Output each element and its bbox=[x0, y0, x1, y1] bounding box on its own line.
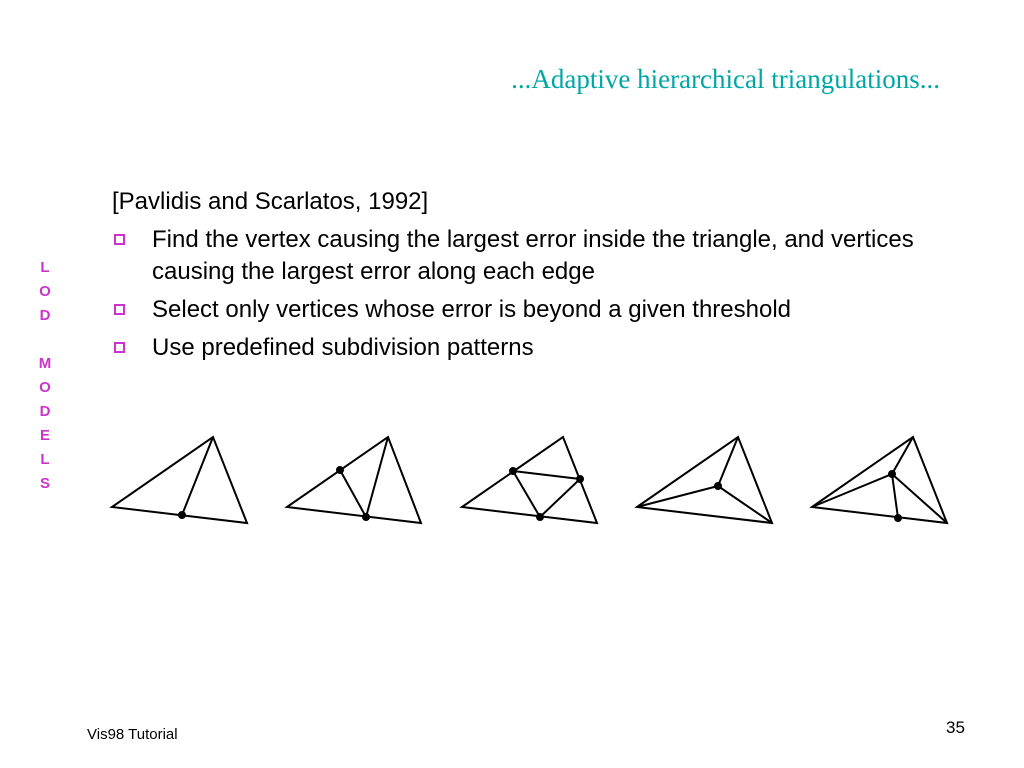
bullet-text: Use predefined subdivision patterns bbox=[152, 334, 534, 361]
triangle-subdivision-2-icon bbox=[287, 437, 421, 523]
sidebar-letter: D bbox=[39, 307, 51, 324]
citation: [Pavlidis and Scarlatos, 1992] bbox=[112, 188, 429, 215]
sidebar-letter: L bbox=[40, 259, 50, 276]
page-number: 35 bbox=[946, 718, 965, 737]
bullet-text: Find the vertex causing the largest error inside the triangle, and vertices causing the largest error along each edge bbox=[152, 226, 914, 285]
sidebar-letter: L bbox=[40, 451, 50, 468]
bullet-text: Select only vertices whose error is beyond a given threshold bbox=[152, 296, 791, 323]
sidebar-letter: O bbox=[39, 283, 51, 300]
sidebar-letter: S bbox=[39, 475, 50, 492]
footer-label: Vis98 Tutorial bbox=[87, 726, 178, 743]
triangle-subdivision-4-icon bbox=[637, 437, 772, 523]
triangle-subdivision-3-icon bbox=[462, 437, 597, 523]
sidebar-letter: E bbox=[39, 427, 50, 444]
sidebar-letter: D bbox=[39, 403, 51, 420]
triangle-subdivision-1-icon bbox=[112, 437, 247, 523]
triangle-subdivision-5-icon bbox=[812, 437, 947, 523]
sidebar-letter: M bbox=[38, 355, 52, 372]
slide-title: ...Adaptive hierarchical triangulations... bbox=[511, 64, 940, 94]
sidebar-letter: O bbox=[39, 379, 51, 396]
